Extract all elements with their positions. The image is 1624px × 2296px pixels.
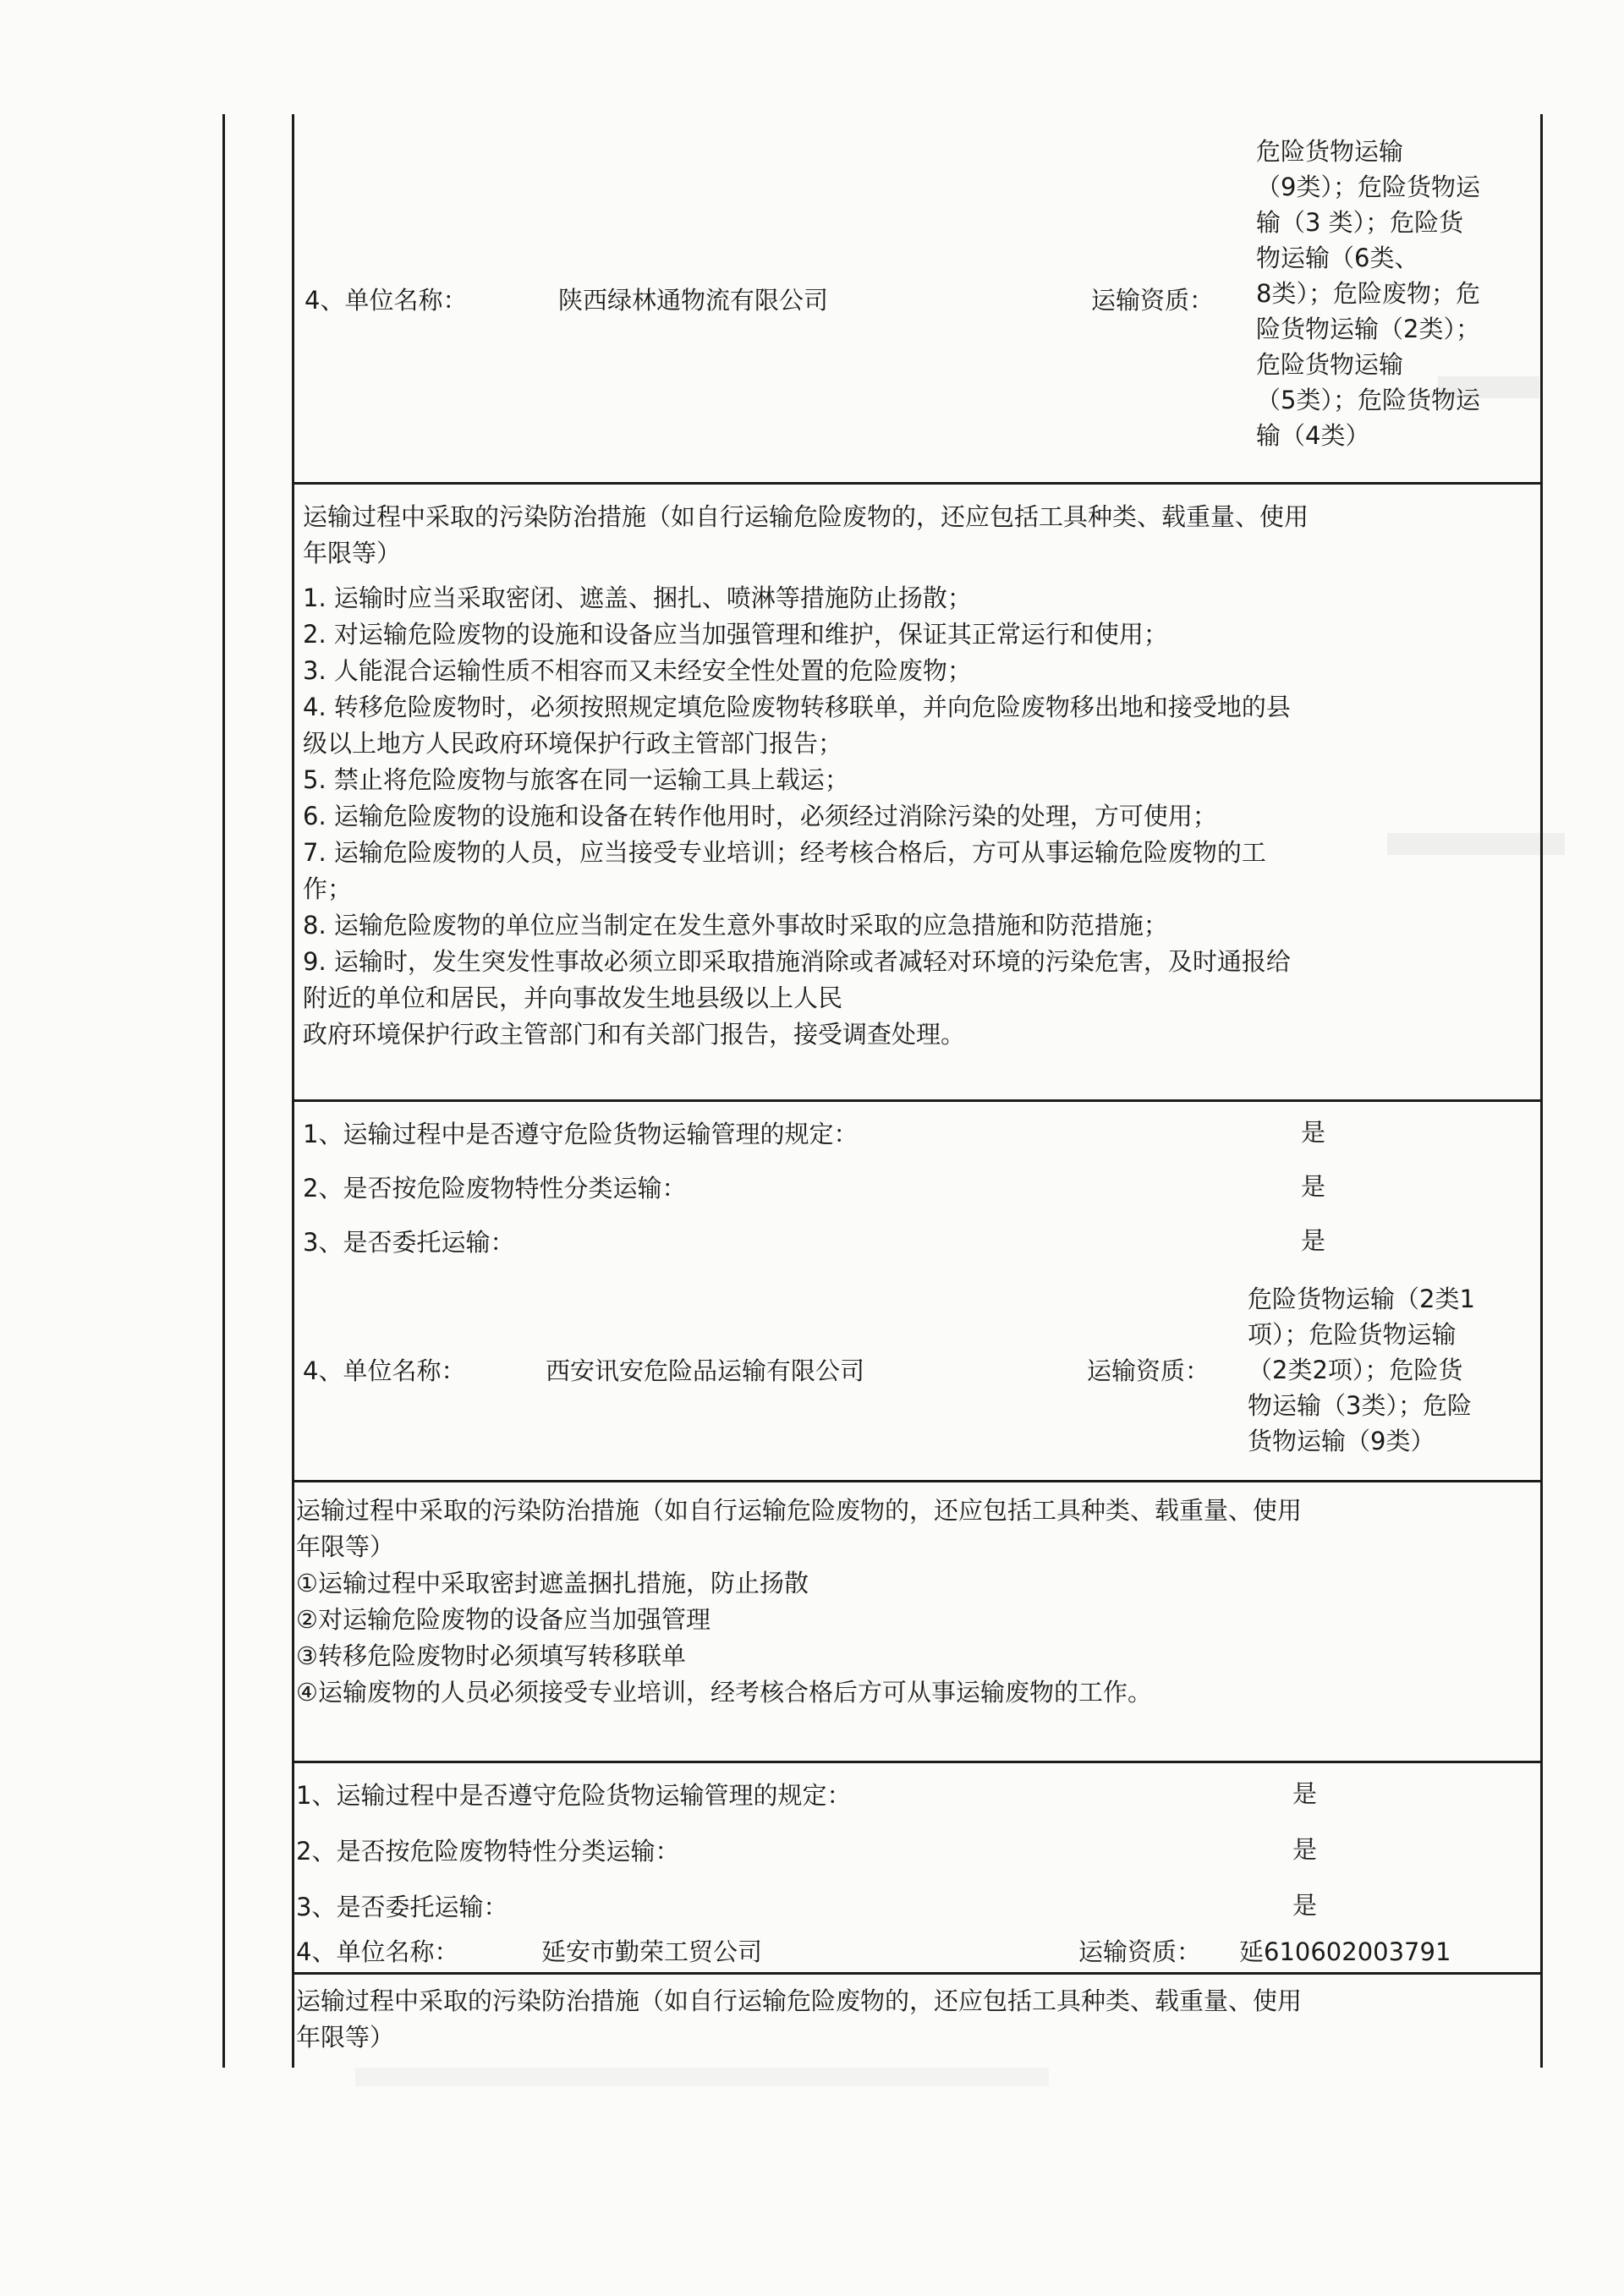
question-2: 2、是否按危险废物特性分类运输： — [303, 1174, 687, 1203]
measure-line: 3. 人能混合运输性质不相容而又未经安全性处置的危险废物； — [303, 656, 972, 685]
measure-line: 8. 运输危险废物的单位应当制定在发生意外事故时采取的应急措施和防范措施； — [303, 911, 1168, 940]
qualification-label: 运输资质： — [1078, 1937, 1202, 1966]
measure-line: 年限等） — [296, 2023, 395, 2052]
measure-line: 4. 转移危险废物时，必须按照规定填危险废物转移联单，并向危险废物移出地和接受地的县 — [303, 693, 1291, 721]
answer-3: 是 — [1292, 1891, 1318, 1920]
qualification-value: 延610602003791 — [1239, 1937, 1451, 1966]
qualification-line: 险货物运输（2类）； — [1256, 315, 1480, 343]
answer-2: 是 — [1301, 1172, 1326, 1201]
measure-line: 7. 运输危险废物的人员，应当接受专业培训；经考核合格后，方可从事运输危险废物的工 — [303, 838, 1266, 867]
pollution-measures-2 — [296, 1493, 1302, 1711]
qualification-line: 危险货物运输（2类1 — [1248, 1285, 1475, 1313]
qualification-line: 项）；危险货物运输 — [1248, 1320, 1457, 1349]
measure-line: 年限等） — [303, 539, 402, 567]
qualification-label: 运输资质： — [1087, 1356, 1210, 1385]
question-3: 3、是否委托运输： — [296, 1893, 508, 1921]
measure-line: 级以上地方人民政府环境保护行政主管部门报告； — [303, 729, 843, 758]
measure-line: 年限等） — [296, 1532, 395, 1561]
table-left-border — [222, 114, 225, 2068]
measure-line: ③转移危险废物时必须填写转移联单 — [296, 1641, 686, 1670]
measure-line: 运输过程中采取的污染防治措施（如自行运输危险废物的，还应包括工具种类、载重量、使用 — [296, 1986, 1303, 2015]
measure-line: ②对运输危险废物的设备应当加强管理 — [296, 1605, 710, 1634]
answer-3: 是 — [1301, 1226, 1326, 1255]
pollution-measures-3 — [296, 1983, 1302, 2056]
answer-1: 是 — [1292, 1779, 1318, 1808]
measure-line: 2. 对运输危险废物的设施和设备应当加强管理和维护，保证其正常运行和使用； — [303, 620, 1168, 649]
measure-line: 6. 运输危险废物的设施和设备在转作他用时，必须经过消除污染的处理，方可使用； — [303, 802, 1217, 830]
answer-1: 是 — [1301, 1118, 1326, 1147]
divider — [292, 1480, 1542, 1482]
qualification-line: 物运输（3类）；危险 — [1248, 1391, 1472, 1420]
qualification-line: 物运输（6类、 — [1256, 244, 1419, 272]
question-1: 1、运输过程中是否遵守危险货物运输管理的规定： — [303, 1120, 859, 1148]
company-name-label: 4、单位名称： — [296, 1937, 459, 1966]
divider — [292, 1972, 1542, 1975]
measure-line: 9. 运输时，发生突发性事故必须立即采取措施消除或者减轻对环境的污染危害，及时通报给 — [303, 947, 1291, 976]
divider — [292, 1761, 1542, 1763]
qualification-line: 输（3 类）；危险货 — [1256, 208, 1464, 237]
measure-line: 政府环境保护行政主管部门和有关部门报告，接受调查处理。 — [303, 1020, 966, 1049]
question-3: 3、是否委托运输： — [303, 1228, 515, 1257]
qualification-line: 货物运输（9类） — [1248, 1427, 1435, 1455]
qualification-value — [1256, 134, 1480, 453]
company-name: 西安讯安危险品运输有限公司 — [546, 1356, 865, 1385]
qualification-line: 危险货物运输 — [1256, 137, 1404, 166]
pollution-measures-1 — [303, 499, 1309, 1053]
question-2: 2、是否按危险废物特性分类运输： — [296, 1837, 680, 1866]
measure-line: ④运输废物的人员必须接受专业培训，经考核合格后方可从事运输废物的工作。 — [296, 1678, 1152, 1707]
measure-line: 运输过程中采取的污染防治措施（如自行运输危险废物的，还应包括工具种类、载重量、使用 — [303, 502, 1309, 531]
measure-line: 5. 禁止将危险废物与旅客在同一运输工具上载运； — [303, 765, 849, 794]
table-right-border — [1540, 114, 1543, 2068]
company-name-label: 4、单位名称： — [304, 286, 468, 315]
qualification-label: 运输资质： — [1091, 286, 1215, 315]
measure-line: 附近的单位和居民，并向事故发生地县级以上人民 — [303, 984, 843, 1012]
qualification-line: （9类）；危险货物运 — [1256, 173, 1480, 201]
qualification-value — [1248, 1281, 1475, 1459]
company-name: 延安市勤荣工贸公司 — [541, 1937, 763, 1966]
qualification-line: 危险货物运输 — [1256, 350, 1404, 379]
divider — [292, 482, 1542, 485]
question-1: 1、运输过程中是否遵守危险货物运输管理的规定： — [296, 1781, 852, 1810]
table-inner-border — [292, 114, 294, 2068]
qualification-line: （5类）；危险货物运 — [1256, 386, 1480, 414]
bleed-through-bar — [355, 2068, 1049, 2086]
measure-line: 1. 运输时应当采取密闭、遮盖、捆扎、喷淋等措施防止扬散； — [303, 584, 972, 612]
qualification-line: 输（4类） — [1256, 421, 1370, 450]
company-name: 陕西绿林通物流有限公司 — [558, 286, 829, 315]
company-name-label: 4、单位名称： — [303, 1356, 466, 1385]
bleed-through-bar — [1387, 833, 1565, 855]
answer-2: 是 — [1292, 1835, 1318, 1864]
qualification-line: （2类2项）；危险货 — [1248, 1356, 1463, 1384]
qualification-line: 8类）；危险废物；危 — [1256, 279, 1480, 308]
measure-line: ①运输过程中采取密封遮盖捆扎措施，防止扬散 — [296, 1569, 809, 1597]
divider — [292, 1099, 1542, 1102]
measure-line: 作； — [303, 874, 353, 903]
measure-line: 运输过程中采取的污染防治措施（如自行运输危险废物的，还应包括工具种类、载重量、使用 — [296, 1496, 1303, 1525]
